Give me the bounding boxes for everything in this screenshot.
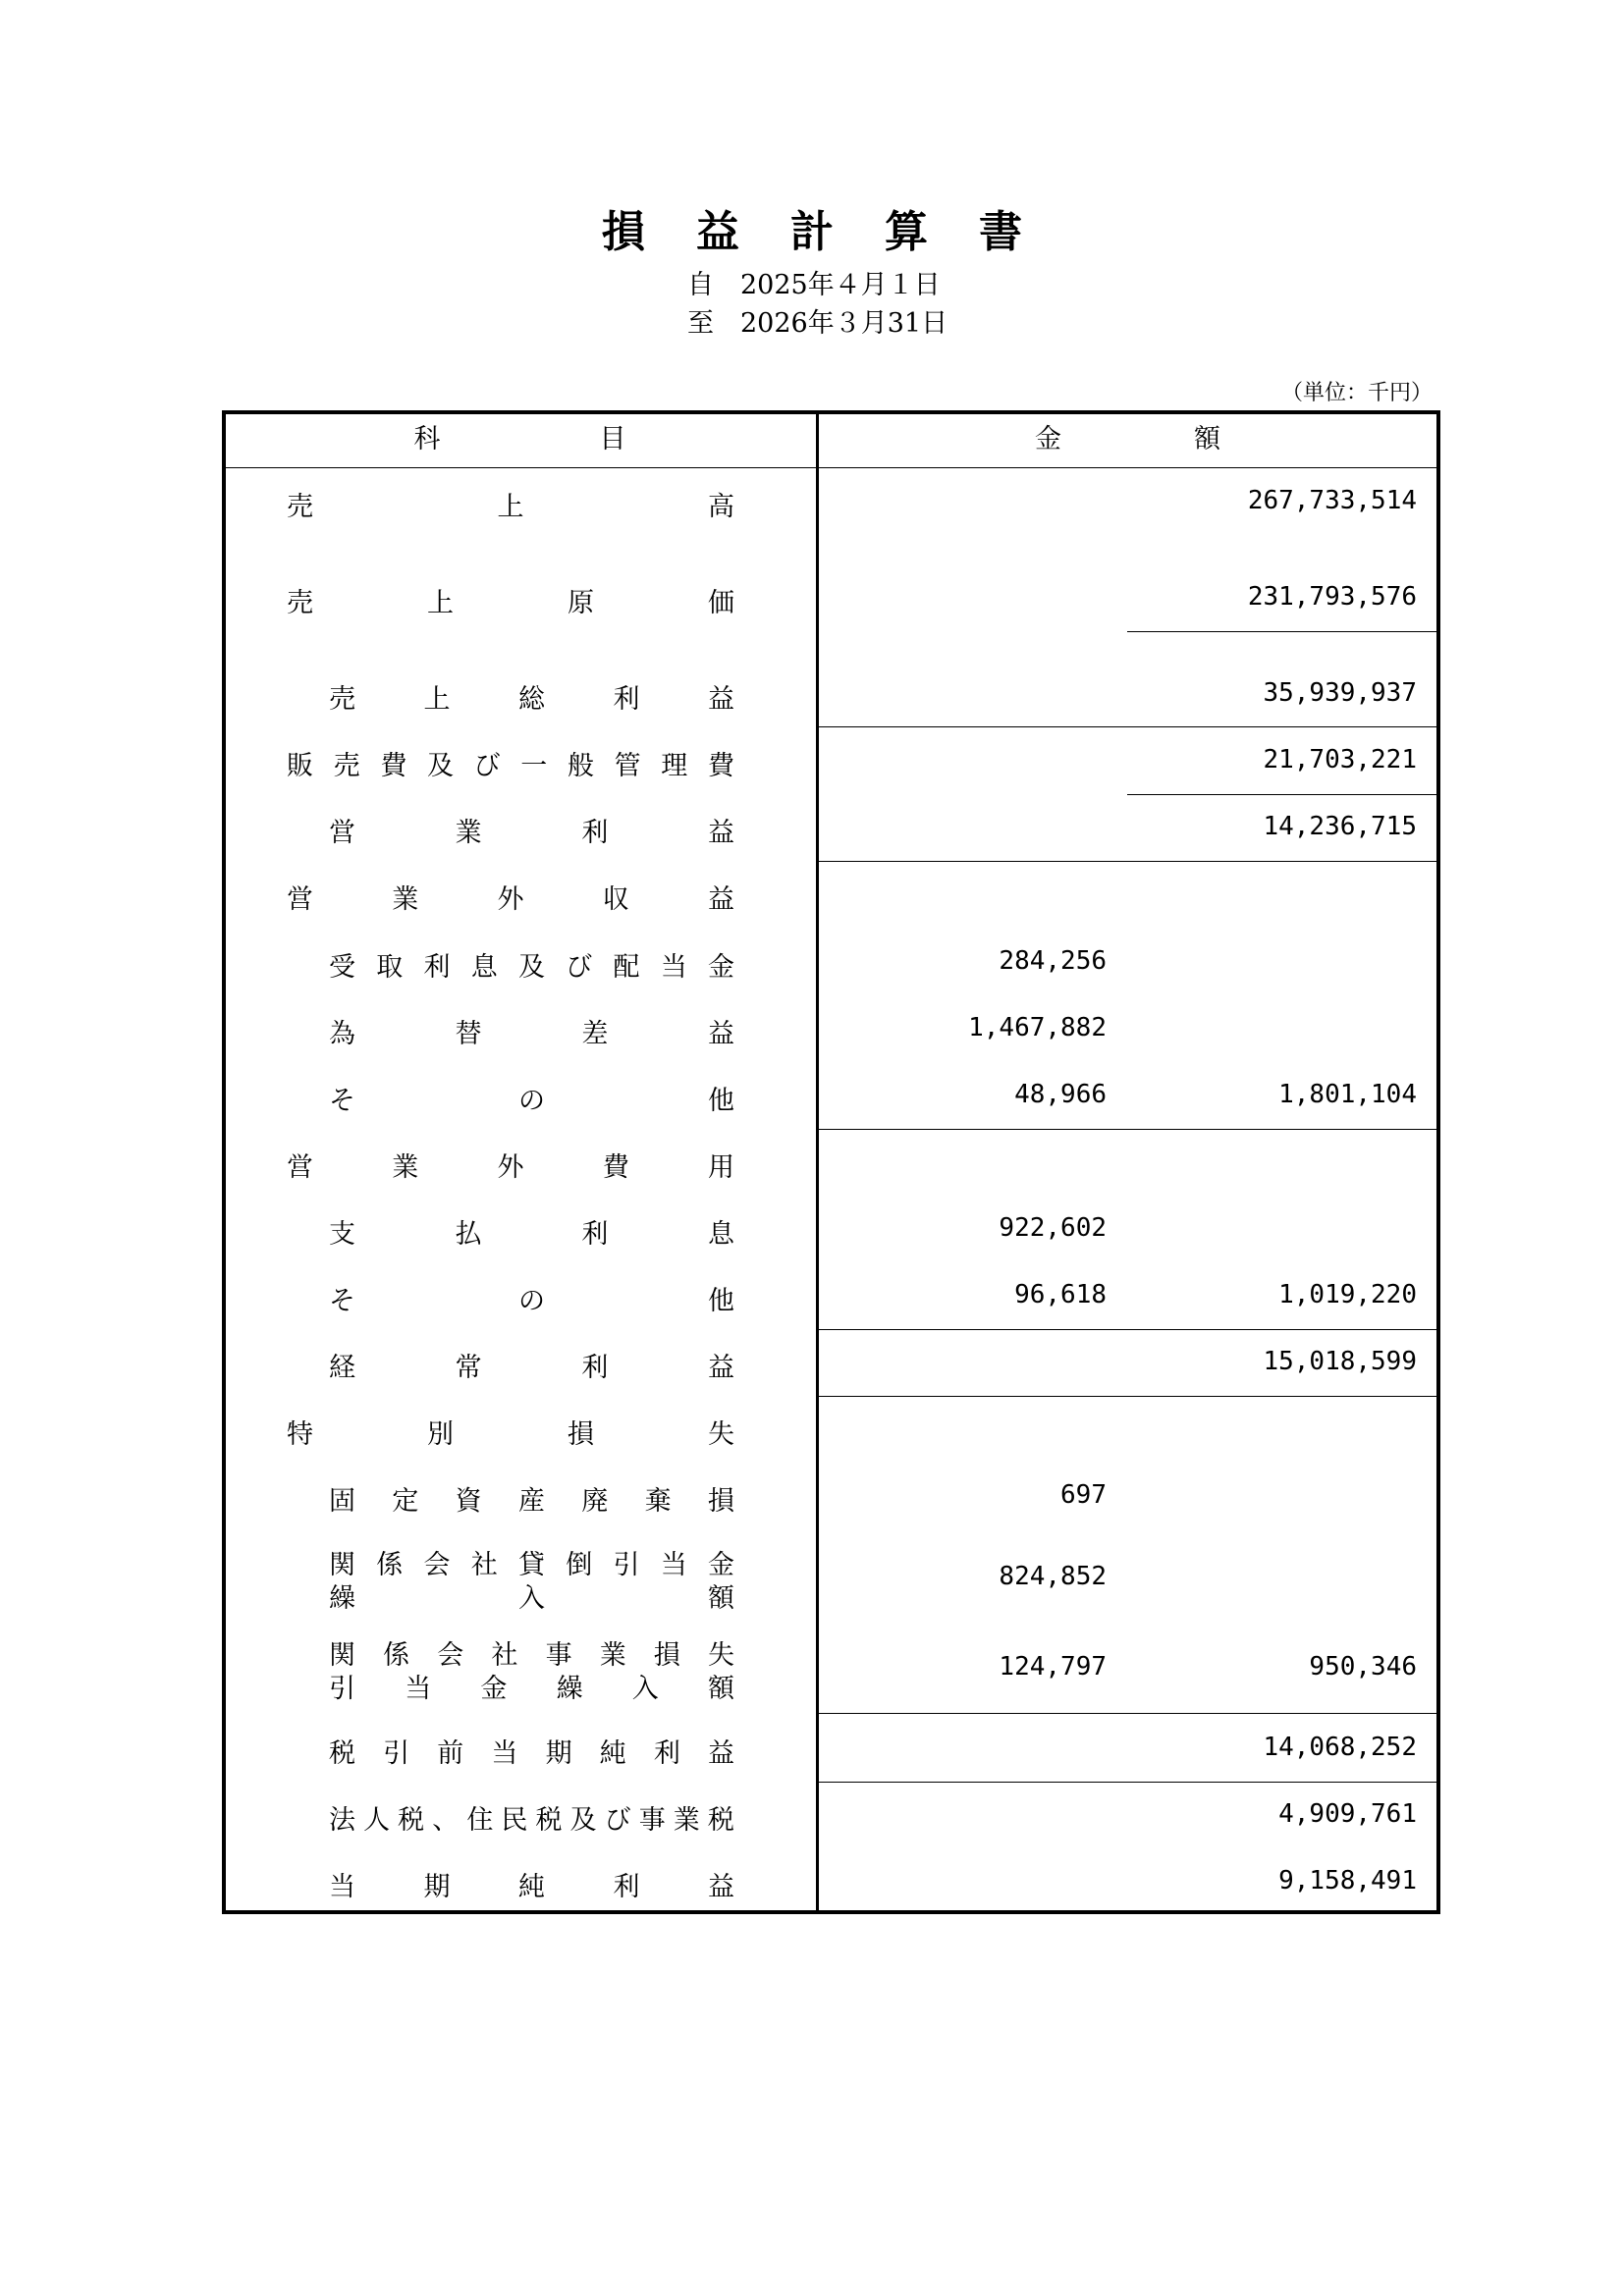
label-char: び — [604, 1805, 631, 1836]
label-char: 益 — [707, 818, 734, 848]
label-char: 住 — [466, 1805, 494, 1836]
label-char: 金 — [708, 1550, 734, 1580]
amount-detail: 96,618 — [1014, 1280, 1107, 1309]
label-char: 引 — [383, 1738, 410, 1769]
label-char: 外 — [497, 1152, 524, 1183]
label-char: 利 — [613, 1872, 640, 1902]
amount-rule — [819, 861, 1436, 862]
label-char: 当 — [491, 1738, 518, 1769]
label-char: 益 — [708, 884, 734, 915]
label-char: 税 — [329, 1738, 355, 1769]
column-divider — [816, 410, 819, 1914]
label-char: 売 — [287, 492, 313, 522]
amount-detail: 124,797 — [999, 1652, 1107, 1682]
label-char: 業 — [599, 1640, 626, 1671]
amount-rule — [1127, 794, 1436, 795]
label-char: 社 — [491, 1640, 518, 1671]
row-label — [329, 1079, 734, 1117]
label-char: 事 — [545, 1640, 572, 1671]
label-char: 定 — [392, 1486, 419, 1517]
label-char: 差 — [581, 1019, 609, 1049]
amount-total: 14,236,715 — [1263, 812, 1417, 841]
label-char: 取 — [376, 952, 404, 983]
label-char: 社 — [470, 1550, 498, 1580]
amount-total: 15,018,599 — [1263, 1347, 1417, 1376]
label-char: 配 — [613, 952, 640, 983]
label-char: 業 — [455, 818, 482, 848]
label-char: 入 — [631, 1674, 659, 1704]
label-char: 外 — [497, 884, 524, 915]
row-label — [329, 1346, 734, 1384]
label-char: 及 — [426, 751, 454, 781]
label-char: 益 — [707, 1353, 734, 1383]
amount-total: 1,801,104 — [1278, 1080, 1417, 1109]
label-char: 費 — [707, 751, 734, 781]
label-char: 利 — [613, 684, 640, 715]
label-char: 支 — [329, 1219, 355, 1250]
header-rule — [224, 467, 1436, 468]
amount-rule — [819, 1396, 1436, 1397]
label-char: 法 — [329, 1805, 355, 1836]
label-char: 売 — [333, 751, 360, 781]
header-subject: 科 目 — [413, 424, 626, 454]
amount-rule — [819, 1329, 1436, 1330]
amount-detail: 48,966 — [1014, 1080, 1107, 1109]
label-char: 営 — [329, 818, 355, 848]
row-label — [329, 1012, 734, 1050]
label-char: 損 — [568, 1419, 594, 1450]
label-char: 業 — [392, 1152, 419, 1183]
label-char: 額 — [707, 1674, 734, 1704]
label-char: 利 — [581, 818, 609, 848]
label-char: 利 — [581, 1219, 609, 1250]
label-char: 費 — [380, 751, 407, 781]
label-char: の — [518, 1086, 545, 1116]
label-char: 当 — [660, 952, 687, 983]
label-char: 、 — [432, 1805, 460, 1836]
label-char: 及 — [569, 1805, 597, 1836]
label-char: 当 — [660, 1550, 687, 1580]
label-char: 税 — [707, 1805, 734, 1836]
header-amount: 金 額 — [1035, 424, 1220, 454]
label-char: 税 — [535, 1805, 563, 1836]
label-char: 為 — [329, 1019, 355, 1049]
label-char: 期 — [423, 1872, 451, 1902]
label-char: 係 — [376, 1550, 404, 1580]
row-label — [287, 878, 734, 916]
label-char: 別 — [427, 1419, 454, 1450]
amount-total: 231,793,576 — [1247, 582, 1417, 612]
label-char: 収 — [602, 884, 629, 915]
label-char: 繰 — [329, 1583, 355, 1614]
label-char: 費 — [602, 1152, 629, 1183]
row-label — [287, 581, 734, 619]
label-char: 益 — [707, 1019, 734, 1049]
label-char: 業 — [673, 1805, 700, 1836]
label-char: 高 — [708, 492, 734, 522]
label-char: 損 — [707, 1486, 734, 1517]
row-label — [329, 1732, 734, 1770]
label-char: 替 — [455, 1019, 482, 1049]
label-char: 引 — [613, 1550, 640, 1580]
label-char: 利 — [581, 1353, 609, 1383]
amount-detail: 697 — [1060, 1480, 1107, 1510]
amount-total: 9,158,491 — [1278, 1866, 1417, 1896]
label-char: 上 — [427, 588, 454, 618]
label-char: 管 — [614, 751, 641, 781]
amount-total: 14,068,252 — [1263, 1733, 1417, 1762]
label-char: 会 — [423, 1550, 451, 1580]
label-char: 払 — [455, 1219, 482, 1250]
amount-total: 267,733,514 — [1247, 486, 1417, 515]
label-char: 人 — [363, 1805, 391, 1836]
label-char: 倒 — [566, 1550, 593, 1580]
document-title: 損益計算書 — [602, 207, 1073, 257]
label-char: 益 — [708, 1872, 734, 1902]
amount-total: 1,019,220 — [1278, 1280, 1417, 1309]
label-char: 前 — [437, 1738, 464, 1769]
label-char: 引 — [329, 1674, 355, 1704]
unit-label: （単位：千円） — [1280, 381, 1433, 405]
row-label — [329, 811, 734, 849]
row-label — [287, 1146, 734, 1184]
label-char: 金 — [480, 1674, 508, 1704]
label-char: 営 — [287, 884, 313, 915]
row-label — [329, 1798, 734, 1837]
label-char: 金 — [708, 952, 734, 983]
label-char: 利 — [653, 1738, 680, 1769]
label-char: 業 — [392, 884, 419, 915]
label-char: 入 — [518, 1583, 545, 1614]
label-char: 関 — [329, 1640, 355, 1671]
label-char: 原 — [568, 588, 594, 618]
label-char: 益 — [708, 684, 734, 715]
row-label — [329, 1212, 734, 1251]
label-char: 経 — [329, 1353, 355, 1383]
label-char: 息 — [470, 952, 498, 983]
label-char: び — [566, 952, 593, 983]
label-char: 廃 — [581, 1486, 609, 1517]
amount-total: 4,909,761 — [1278, 1799, 1417, 1829]
label-char: そ — [329, 1086, 355, 1116]
label-char: 常 — [455, 1353, 482, 1383]
row-label — [287, 485, 734, 523]
label-char: 特 — [287, 1419, 313, 1450]
row-label — [329, 1576, 734, 1615]
label-char: 産 — [517, 1486, 545, 1517]
amount-rule — [1127, 631, 1436, 632]
label-char: 貸 — [518, 1550, 545, 1580]
label-char: 税 — [398, 1805, 425, 1836]
label-char: 純 — [518, 1872, 545, 1902]
row-label — [329, 1479, 734, 1518]
row-label — [329, 1667, 734, 1705]
amount-rule — [819, 1713, 1436, 1714]
amount-rule — [819, 1129, 1436, 1130]
amount-rule — [819, 726, 1436, 727]
row-label — [287, 744, 734, 782]
amount-rule — [819, 1782, 1436, 1783]
label-char: 棄 — [644, 1486, 672, 1517]
amount-detail: 922,602 — [999, 1213, 1107, 1243]
row-label — [329, 1865, 734, 1903]
label-char: 価 — [708, 588, 734, 618]
label-char: 般 — [567, 751, 594, 781]
label-char: 他 — [708, 1086, 734, 1116]
label-char: 販 — [287, 751, 313, 781]
label-char: 事 — [638, 1805, 666, 1836]
label-char: 売 — [287, 588, 313, 618]
label-char: 純 — [599, 1738, 626, 1769]
label-char: 利 — [423, 952, 451, 983]
label-char: 理 — [661, 751, 688, 781]
amount-detail: 824,852 — [999, 1562, 1107, 1591]
label-char: 関 — [329, 1550, 355, 1580]
amount-total: 21,703,221 — [1263, 745, 1417, 774]
label-char: 一 — [520, 751, 548, 781]
label-char: 総 — [518, 684, 545, 715]
label-char: 当 — [405, 1674, 432, 1704]
label-char: の — [518, 1286, 545, 1316]
label-char: 固 — [329, 1486, 355, 1517]
row-label — [329, 1279, 734, 1317]
label-char: び — [473, 751, 501, 781]
label-char: 上 — [423, 684, 451, 715]
amount-detail: 284,256 — [999, 946, 1107, 976]
period-from: 自 2025年４月１日 — [687, 270, 941, 300]
label-char: 民 — [501, 1805, 528, 1836]
label-char: 失 — [708, 1419, 734, 1450]
label-char: 益 — [707, 1738, 734, 1769]
label-char: 営 — [287, 1152, 313, 1183]
period-to: 至 2026年３月31日 — [687, 308, 948, 339]
label-char: 用 — [708, 1152, 734, 1183]
label-char: 会 — [437, 1640, 464, 1671]
label-char: 当 — [329, 1872, 355, 1902]
label-char: 息 — [707, 1219, 734, 1250]
amount-detail: 1,467,882 — [968, 1013, 1107, 1042]
label-char: 係 — [383, 1640, 410, 1671]
label-char: 繰 — [556, 1674, 583, 1704]
label-char: 及 — [518, 952, 545, 983]
label-char: 資 — [455, 1486, 482, 1517]
label-char: 額 — [708, 1583, 734, 1614]
label-char: 受 — [329, 952, 355, 983]
row-label — [329, 945, 734, 984]
amount-total: 950,346 — [1309, 1652, 1417, 1682]
label-char: 売 — [329, 684, 355, 715]
row-label — [329, 677, 734, 716]
label-char: 損 — [653, 1640, 680, 1671]
amount-total: 35,939,937 — [1263, 678, 1417, 708]
label-char: 他 — [708, 1286, 734, 1316]
label-char: 期 — [545, 1738, 572, 1769]
label-char: 失 — [707, 1640, 734, 1671]
row-label — [287, 1413, 734, 1451]
label-char: そ — [329, 1286, 355, 1316]
label-char: 上 — [497, 492, 524, 522]
